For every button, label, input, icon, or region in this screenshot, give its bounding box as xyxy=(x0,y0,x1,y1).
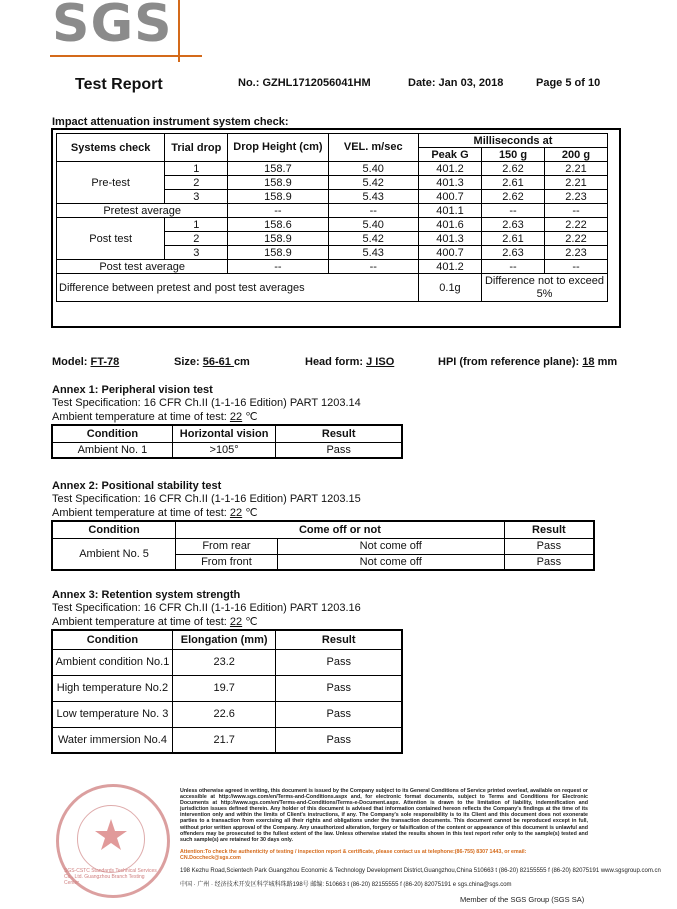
cell: 401.6 xyxy=(418,218,481,232)
cell: 5.42 xyxy=(328,176,418,190)
head-form-value: J ISO xyxy=(366,356,395,368)
logo-line-vertical xyxy=(178,0,180,62)
cell: Low temperature No. 3 xyxy=(52,701,172,727)
annex1-table xyxy=(51,424,403,459)
impact-heading: Impact attenuation instrument system check: xyxy=(52,116,289,128)
temp-value: 22 xyxy=(229,411,243,423)
cell: 1 xyxy=(165,162,228,176)
hpi-field xyxy=(438,356,617,368)
cell: Pass xyxy=(276,701,402,727)
annex3-table xyxy=(51,629,403,754)
annex2-condition: Ambient No. 5 xyxy=(52,538,176,570)
posttest-label: Post test xyxy=(57,218,165,260)
size-label: Size: xyxy=(174,356,203,368)
cell: 158.7 xyxy=(228,162,328,176)
cell: 5.40 xyxy=(328,162,418,176)
cell: From rear xyxy=(176,538,278,554)
annex2-spec: Test Specification: 16 CFR Ch.II (1-1-16 Edition) PART 1203.15 xyxy=(52,493,361,505)
annex2-temp xyxy=(52,506,258,519)
temp-label: Ambient temperature at time of test: xyxy=(52,507,230,519)
report-title: Test Report xyxy=(75,76,163,93)
cell: 2.23 xyxy=(544,246,607,260)
col-condition: Condition xyxy=(52,521,176,538)
logo-text: SGS xyxy=(52,0,173,54)
cell: 158.9 xyxy=(228,190,328,204)
col-come-off: Come off or not xyxy=(176,521,505,538)
cell: 401.2 xyxy=(418,162,481,176)
table-row xyxy=(57,204,608,218)
cell: -- xyxy=(544,260,607,274)
col-condition: Condition xyxy=(52,425,172,442)
cell: Ambient No. 1 xyxy=(52,442,172,458)
cell: 21.7 xyxy=(172,727,276,753)
cell: 2.63 xyxy=(482,246,545,260)
cell: 158.9 xyxy=(228,246,328,260)
cell: -- xyxy=(482,260,545,274)
cell: Pass xyxy=(504,538,594,554)
attention-text: Attention:To check the authenticity of testing / inspection report & certificate, please contact us at telephone:(86-755) 8307 1443, or email: CN.Doccheck@sgs.com xyxy=(180,849,527,862)
size-value: 56-61 xyxy=(202,356,234,368)
cell: -- xyxy=(328,260,418,274)
difference-label: Difference between pretest and post test averages xyxy=(57,274,419,302)
annex3-title: Annex 3: Retention system strength xyxy=(52,589,241,601)
impact-table xyxy=(56,133,608,302)
cell: -- xyxy=(228,260,328,274)
annex1-spec: Test Specification: 16 CFR Ch.II (1-1-16 Edition) PART 1203.14 xyxy=(52,397,361,409)
cell: 22.6 xyxy=(172,701,276,727)
cell: 2 xyxy=(165,232,228,246)
cell: Pass xyxy=(276,649,402,675)
size-field xyxy=(174,356,250,368)
col-drop-height: Drop Height (cm) xyxy=(228,134,328,162)
cell: From front xyxy=(176,554,278,570)
model-value: FT-78 xyxy=(90,356,120,368)
cell: -- xyxy=(328,204,418,218)
sgs-logo xyxy=(50,0,200,60)
col-condition: Condition xyxy=(52,630,172,649)
cell: 2.62 xyxy=(482,162,545,176)
hpi-label: HPI (from reference plane): xyxy=(438,356,583,368)
cell: 401.3 xyxy=(418,176,481,190)
cell: 5.43 xyxy=(328,246,418,260)
table-row xyxy=(57,218,608,232)
col-result: Result xyxy=(504,521,594,538)
table-row xyxy=(57,274,608,302)
cell: 2.63 xyxy=(482,218,545,232)
cell: 2 xyxy=(165,176,228,190)
model-field xyxy=(52,356,119,368)
col-200g: 200 g xyxy=(544,148,607,162)
cell: Pass xyxy=(276,675,402,701)
cell: 3 xyxy=(165,246,228,260)
report-number: No.: GZHL1712056041HM xyxy=(238,77,371,89)
temp-unit: ℃ xyxy=(242,507,258,519)
cell: 2.22 xyxy=(544,232,607,246)
col-150g: 150 g xyxy=(482,148,545,162)
cell: 158.9 xyxy=(228,176,328,190)
annex2-table xyxy=(51,520,595,571)
table-row xyxy=(52,649,402,675)
temp-unit: ℃ xyxy=(242,411,258,423)
difference-value: 0.1g xyxy=(418,274,481,302)
annex3-temp xyxy=(52,615,258,628)
hpi-value: 18 xyxy=(582,356,595,368)
temp-label: Ambient temperature at time of test: xyxy=(52,616,230,628)
cell: Pass xyxy=(276,727,402,753)
annex1-temp xyxy=(52,410,258,423)
cell: Not come off xyxy=(277,538,504,554)
cell: 2.21 xyxy=(544,176,607,190)
temp-label: Ambient temperature at time of test: xyxy=(52,411,230,423)
head-form-label: Head form: xyxy=(305,356,367,368)
cell: 1 xyxy=(165,218,228,232)
cell: -- xyxy=(482,204,545,218)
cell: 158.9 xyxy=(228,232,328,246)
annex3-spec: Test Specification: 16 CFR Ch.II (1-1-16 Edition) PART 1203.16 xyxy=(52,602,361,614)
address-english: 198 Kezhu Road,Scientech Park Guangzhou Economic & Technology Development District,Guangzhou,China 510663 t (86-20) 82155555 f (86-20) 82075191 www.sgsgroup.com.cn xyxy=(180,868,661,874)
page-number: Page 5 of 10 xyxy=(536,77,601,89)
address-chinese: 中国 · 广州 · 经济技术开发区科学城科珠路198号 邮编: 510663 t (86-20) 82155555 f (86-20) 82075191 e sgs.china@sgs.com xyxy=(180,882,512,888)
cell: 23.2 xyxy=(172,649,276,675)
pretest-label: Pre-test xyxy=(57,162,165,204)
cell: 2.62 xyxy=(482,190,545,204)
table-row xyxy=(57,260,608,274)
cell: 401.2 xyxy=(418,260,481,274)
col-systems-check: Systems check xyxy=(57,134,165,162)
cell: 5.42 xyxy=(328,232,418,246)
table-row xyxy=(52,727,402,753)
cell: 2.61 xyxy=(482,232,545,246)
table-row xyxy=(52,442,402,458)
cell: -- xyxy=(544,204,607,218)
cell: Pass xyxy=(276,442,402,458)
seal-caption: SGS-CSTC Standards Technical Services Co., Ltd. Guangzhou Branch Testing Center xyxy=(64,868,157,886)
col-velocity: VEL. m/sec xyxy=(328,134,418,162)
annex2-title: Annex 2: Positional stability test xyxy=(52,480,222,492)
seal-star-icon xyxy=(93,817,129,853)
difference-note: Difference not to exceed 5% xyxy=(482,274,608,302)
cell: Pass xyxy=(504,554,594,570)
cell: 2.22 xyxy=(544,218,607,232)
table-row xyxy=(52,675,402,701)
cell: 19.7 xyxy=(172,675,276,701)
cell: Ambient condition No.1 xyxy=(52,649,172,675)
annex1-title: Annex 1: Peripheral vision test xyxy=(52,384,213,396)
cell: 2.23 xyxy=(544,190,607,204)
cell: -- xyxy=(228,204,328,218)
model-label: Model: xyxy=(52,356,91,368)
cell: Not come off xyxy=(277,554,504,570)
head-form-field xyxy=(305,356,394,368)
col-result: Result xyxy=(276,425,402,442)
col-peak-g: Peak G xyxy=(418,148,481,162)
terms-text: Unless otherwise agreed in writing, this document is issued by the Company subject to its General Conditions of Service printed overleaf, available on request or accessible at http://www.sgs.com/en/Terms-and-Conditions.aspx and, for electronic format documents, subject to Terms and Conditions for Electronic Documents at http://www.sgs.com/en/Terms-and-Conditions/Terms-e-Document.aspx. Attention is drawn to the limitation of liability, indemnification and jurisdiction issues defined therein. Any holder of this document is advised that information contained hereon reflects the Company's findings at the time of its intervention only and within the limits of Client's instructions, if any. The Company's sole responsibility is to its Client and this document does not exonerate parties to a transaction from exercising all their rights and obligations under the transaction documents. This document cannot be reproduced except in full, without prior written approval of the Company. Any unauthorized alteration, forgery or falsification of the content or appearance of this document is unlawful and offenders may be prosecuted to the fullest extent of the law. Unless otherwise stated the results shown in this test report refer only to the sample(s) tested and such sample(s) are retained for 30 days only. xyxy=(180,788,588,843)
col-milliseconds: Milliseconds at xyxy=(418,134,607,148)
col-result: Result xyxy=(276,630,402,649)
col-trial-drop: Trial drop xyxy=(165,134,228,162)
pretest-average-label: Pretest average xyxy=(57,204,228,218)
col-elongation: Elongation (mm) xyxy=(172,630,276,649)
cell: 5.43 xyxy=(328,190,418,204)
cell: 2.61 xyxy=(482,176,545,190)
cell: 401.3 xyxy=(418,232,481,246)
cell: 401.1 xyxy=(418,204,481,218)
table-row xyxy=(52,701,402,727)
cell: High temperature No.2 xyxy=(52,675,172,701)
cell: 5.40 xyxy=(328,218,418,232)
cell: 3 xyxy=(165,190,228,204)
report-date: Date: Jan 03, 2018 xyxy=(408,77,504,89)
table-row xyxy=(57,162,608,176)
temp-value: 22 xyxy=(229,507,243,519)
member-text: Member of the SGS Group (SGS SA) xyxy=(460,895,585,904)
cell: >105° xyxy=(172,442,276,458)
temp-unit: ℃ xyxy=(242,616,258,628)
col-horizontal-vision: Horizontal vision xyxy=(172,425,276,442)
temp-value: 22 xyxy=(229,616,243,628)
table-row xyxy=(52,538,594,554)
size-unit: cm xyxy=(233,356,250,368)
cell: Water immersion No.4 xyxy=(52,727,172,753)
posttest-average-label: Post test average xyxy=(57,260,228,274)
cell: 158.6 xyxy=(228,218,328,232)
cell: 2.21 xyxy=(544,162,607,176)
hpi-unit: mm xyxy=(594,356,618,368)
cell: 400.7 xyxy=(418,246,481,260)
cell: 400.7 xyxy=(418,190,481,204)
